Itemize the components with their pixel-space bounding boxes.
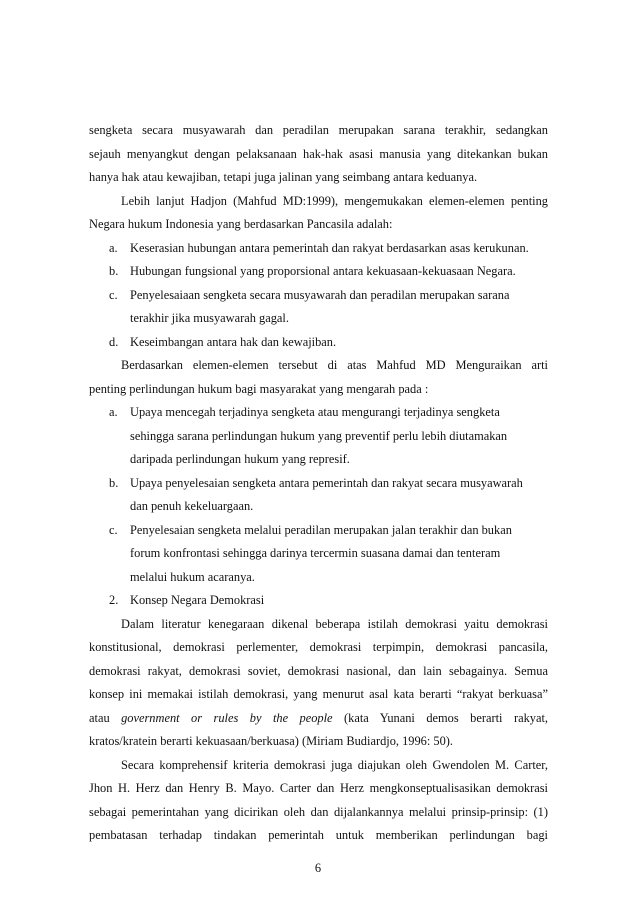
text-fragment: berarti (470, 711, 503, 725)
italic-term: the (272, 711, 289, 725)
body-line: Negara hukum Indonesia yang berdasarkan Pancasila adalah: (89, 217, 393, 231)
italic-term: people (299, 711, 333, 725)
italic-term: by (249, 711, 262, 725)
list-item-continuation: daripada perlindungan hukum yang represif. (130, 452, 350, 466)
body-line: sebagai pemerintahan yang dicirikan oleh dan dijalankannya melalui prinsip-prinsip: (1) (89, 805, 548, 819)
body-line: demokrasi rakyat, demokrasi soviet, demokrasi nasional, dan lain sebagainya. Semua (89, 664, 548, 678)
paragraph-first-line: Berdasarkan elemen-elemen tersebut di atas Mahfud MD Menguraikan arti (121, 358, 548, 372)
italic-term: or (191, 711, 203, 725)
list-item: Keserasian hubungan antara pemerintah dan rakyat berdasarkan asas kerukunan. (130, 241, 529, 255)
list-marker: c. (109, 288, 118, 302)
list-item-continuation: dan penuh kekeluargaan. (130, 499, 254, 513)
body-line: hanya hak atau kewajiban, tetapi juga jalinan yang seimbang antara keduanya. (89, 170, 478, 184)
section-heading: Konsep Negara Demokrasi (130, 593, 265, 607)
list-marker: b. (109, 476, 119, 490)
list-item-continuation: forum konfrontasi sehingga darinya tercermin suasana damai dan tenteram (130, 546, 501, 560)
body-line: penting perlindungan hukum bagi masyarakat yang mengarah pada : (89, 382, 429, 396)
list-marker: b. (109, 264, 119, 278)
list-item: Upaya penyelesaian sengketa antara pemerintah dan rakyat secara musyawarah (130, 476, 523, 490)
list-item-continuation: terakhir jika musyawarah gagal. (130, 311, 289, 325)
text-fragment: demos (426, 711, 459, 725)
paragraph-first-line: Secara komprehensif kriteria demokrasi juga diajukan oleh Gwendolen M. Carter, (121, 758, 548, 772)
text-fragment: rakyat, (513, 711, 548, 725)
paragraph-first-line: Lebih lanjut Hadjon (Mahfud MD:1999), mengemukakan elemen-elemen penting (121, 194, 548, 208)
list-item: Penyelesaian sengketa melalui peradilan merupakan jalan terakhir dan bukan (130, 523, 512, 537)
italic-term: rules (213, 711, 239, 725)
body-line: sejauh menyangkut dengan pelaksanaan hak-hak asasi manusia yang ditekankan bukan (89, 147, 548, 161)
list-marker: d. (109, 335, 119, 349)
body-line: pembatasan terhadap tindakan pemerintah untuk memberikan perlindungan bagi (89, 828, 548, 842)
body-line: konstitusional, demokrasi perlementer, demokrasi terpimpin, demokrasi pancasila, (89, 640, 548, 654)
list-item: Keseimbangan antara hak dan kewajiban. (130, 335, 337, 349)
body-line: kratos/kratein berarti kekuasaan/berkuasa) (Miriam Budiardjo, 1996: 50). (89, 734, 454, 748)
list-item: Hubungan fungsional yang proporsional antara kekuasaan-kekuasaan Negara. (130, 264, 516, 278)
body-line: Jhon H. Herz dan Henry B. Mayo. Carter dan Herz mengkonseptualisasikan demokrasi (89, 781, 548, 795)
body-line-with-italics (89, 710, 548, 726)
list-item-continuation: melalui hukum acaranya. (130, 570, 255, 584)
list-marker: a. (109, 241, 118, 255)
text-fragment: atau (89, 711, 110, 725)
page-number: 6 (314, 861, 322, 875)
list-item-continuation: sehingga sarana perlindungan hukum yang preventif perlu lebih diutamakan (130, 429, 508, 443)
section-number: 2. (109, 593, 119, 607)
list-item: Upaya mencegah terjadinya sengketa atau mengurangi terjadinya sengketa (130, 405, 500, 419)
text-fragment: Yunani (379, 711, 415, 725)
paragraph-first-line: Dalam literatur kenegaraan dikenal beberapa istilah demokrasi yaitu demokrasi (121, 617, 548, 631)
italic-term: government (121, 711, 180, 725)
list-marker: a. (109, 405, 118, 419)
list-item: Penyelesaiaan sengketa secara musyawarah dan peradilan merupakan sarana (130, 288, 510, 302)
body-line: sengketa secara musyawarah dan peradilan merupakan sarana terakhir, sedangkan (89, 123, 548, 137)
list-marker: c. (109, 523, 118, 537)
text-fragment: (kata (344, 711, 369, 725)
body-line: konsep ini memakai istilah demokrasi, yang menurut asal kata berarti “rakyat berkuasa” (89, 687, 548, 701)
